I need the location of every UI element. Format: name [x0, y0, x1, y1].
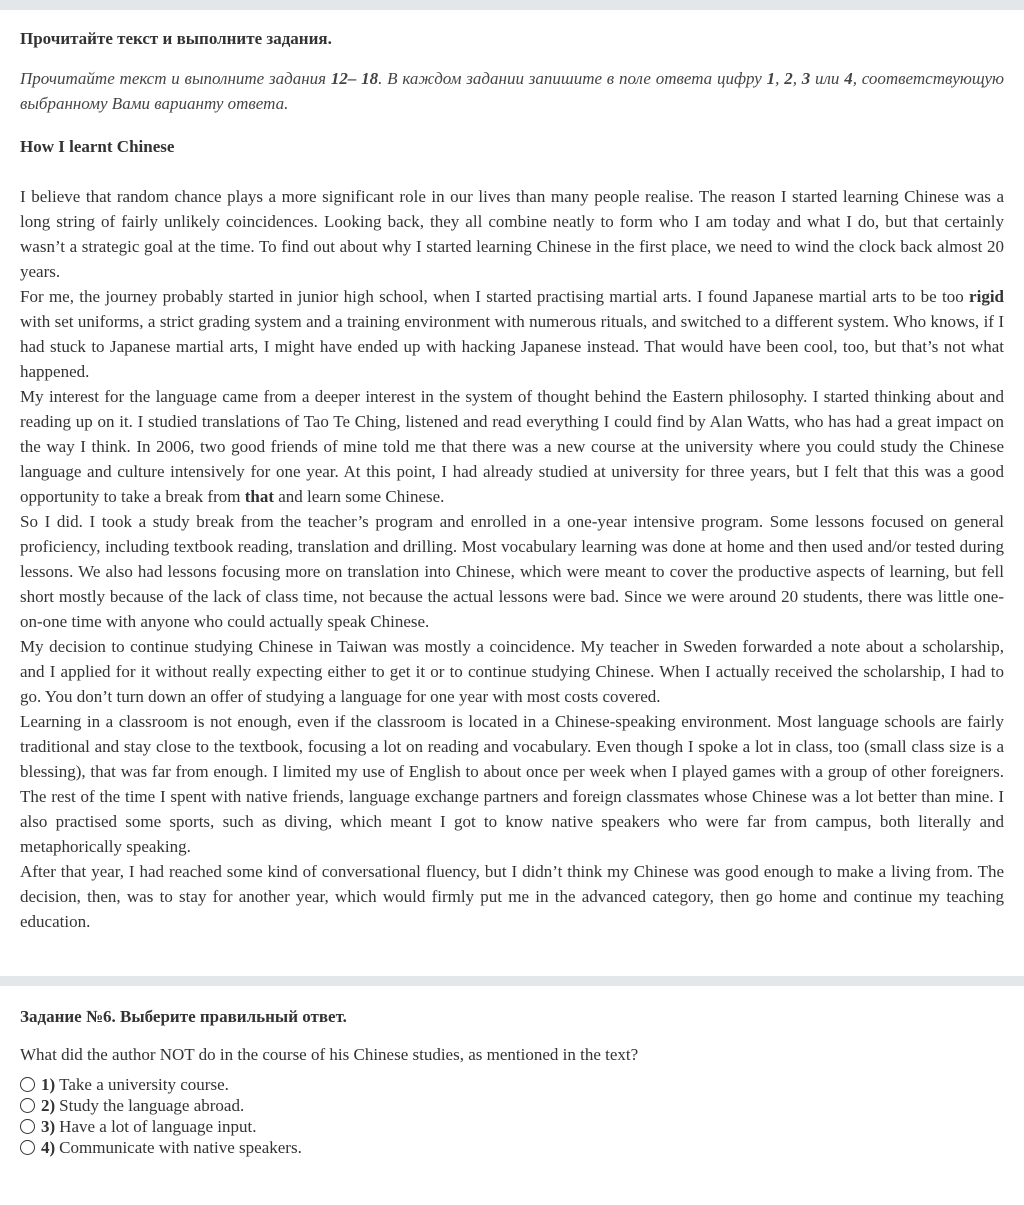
paragraph: I believe that random chance plays a more significant role in our lives than many people realise. The reason I started learning Chinese was a long string of fairly unlikely coincidences. Looking back, they all combine neatly to form who I am today and what I do, but that certainly wasn’t a strategic goal at the time. To find out about why I started learning Chinese in the first place, we need to wind the clock back almost 20 years. [20, 187, 1004, 281]
paragraph: Learning in a classroom is not enough, even if the classroom is located in a Chinese-speaking environment. Most language schools are fairly traditional and stay close to the textbook, focusing a lot on reading and vocabulary. Even though I spoke a lot in class, too (small class size is a blessing), that was far from enough. I limited my use of English to about once per week when I played games with a group of other foreigners. The rest of the time I spent with native friends, language exchange partners and foreign classmates whose Chinese was a lot better than mine. I also practised some sports, such as diving, which meant I got to know native speakers who were far from campus, both literally and metaphorically speaking. [20, 712, 1004, 856]
intro-digit: 2 [784, 69, 793, 88]
intro-range: 12– 18 [330, 69, 379, 88]
paragraph [20, 384, 1004, 509]
question-title: Задание №6. Выберите правильный ответ. [20, 1007, 347, 1026]
paragraph: My decision to continue studying Chinese in Taiwan was mostly a coincidence. My teacher in Sweden forwarded a note about a scholarship, and I applied for it without really expecting either to get it or to continue studying Chinese. When I actually received the scholarship, I had to go. You don’t turn down an offer of studying a language for one year with most costs covered. [20, 637, 1004, 706]
option-label: Have a lot of language input. [59, 1117, 257, 1136]
highlighted-word: that [244, 487, 274, 506]
intro-text: или [810, 69, 845, 88]
paragraph-text: For me, the journey probably started in junior high school, when I started practising martial arts. I found Japanese martial arts to be too [20, 287, 970, 306]
article-body [20, 184, 1004, 934]
radio-button-icon[interactable] [20, 1077, 35, 1092]
answer-option-3[interactable] [20, 1116, 1004, 1137]
radio-button-icon[interactable] [20, 1119, 35, 1134]
answer-options [20, 1074, 1004, 1158]
paragraph: So I did. I took a study break from the teacher’s program and enrolled in a one-year intensive program. Some lessons focused on general proficiency, including textbook reading, translation and drilling. Most vocabulary learning was done at home and then used and/or tested during lessons. We also had lessons focusing more on translation into Chinese, which were meant to cover the productive aspects of learning, but fell short mostly because of the lack of class time, not because the actual lessons were bad. Since we were around 20 students, there was little one-on-one time with anyone who could actually speak Chinese. [20, 512, 1004, 631]
reading-section [0, 28, 1024, 934]
intro-digit: 3 [801, 69, 811, 88]
option-number: 4) [41, 1138, 56, 1157]
task-title: Прочитайте текст и выполните задания. [20, 29, 332, 48]
highlighted-word: rigid [969, 287, 1004, 306]
option-number: 3) [41, 1117, 56, 1136]
answer-option-2[interactable] [20, 1095, 1004, 1116]
option-label: Communicate with native speakers. [59, 1138, 302, 1157]
paragraph: After that year, I had reached some kind of conversational fluency, but I didn’t think my Chinese was good enough to make a living from. The decision, then, was to stay for another year, which would firmly put me in the advanced category, then go home and continue my teaching education. [20, 862, 1004, 931]
question-section [0, 1006, 1024, 1158]
section-divider [0, 976, 1024, 986]
paragraph-text: and learn some Chinese. [274, 487, 445, 506]
option-number: 2) [41, 1096, 56, 1115]
intro-digit: 1 [766, 69, 776, 88]
intro-text: , соответствующую выбранному Вами варианту ответа. [20, 69, 1005, 113]
radio-button-icon[interactable] [20, 1098, 35, 1113]
top-divider [0, 0, 1024, 10]
intro-sep: , [775, 69, 785, 88]
option-label: Take a university course. [59, 1075, 229, 1094]
answer-option-4[interactable] [20, 1137, 1004, 1158]
paragraph-text: My interest for the language came from a deeper interest in the system of thought behind the Eastern philosophy. I started thinking about and reading up on it. I studied translations of Tao Te Ching, listened and read everything I could find by Alan Watts, who has had a great impact on the way I think. In 2006, two good friends of mine told me that there was a new course at the university where you could study the Chinese language and culture intensively for one year. At this point, I had already studied at university for three years, but I felt that this was a good opportunity to take a break from [20, 387, 1004, 506]
intro-text: Прочитайте текст и выполните задания [20, 69, 331, 88]
intro-text: . В каждом задании запишите в поле ответа цифру [378, 69, 767, 88]
paragraph-text: with set uniforms, a strict grading system and a training environment with numerous rituals, and switched to a different system. Who knows, if I had stuck to Japanese martial arts, I might have ended up with hacking Japanese instead. That would have been cool, too, but that’s not what happened. [20, 312, 1004, 381]
question-text: What did the author NOT do in the course of his Chinese studies, as mentioned in the text? [20, 1045, 639, 1064]
option-number: 1) [41, 1075, 56, 1094]
answer-option-1[interactable] [20, 1074, 1004, 1095]
intro-digit: 4 [844, 69, 853, 88]
article-title: How I learnt Chinese [20, 137, 175, 156]
task-instructions [20, 66, 1004, 116]
radio-button-icon[interactable] [20, 1140, 35, 1155]
paragraph [20, 284, 1004, 384]
option-label: Study the language abroad. [59, 1096, 245, 1115]
intro-sep: , [792, 69, 802, 88]
